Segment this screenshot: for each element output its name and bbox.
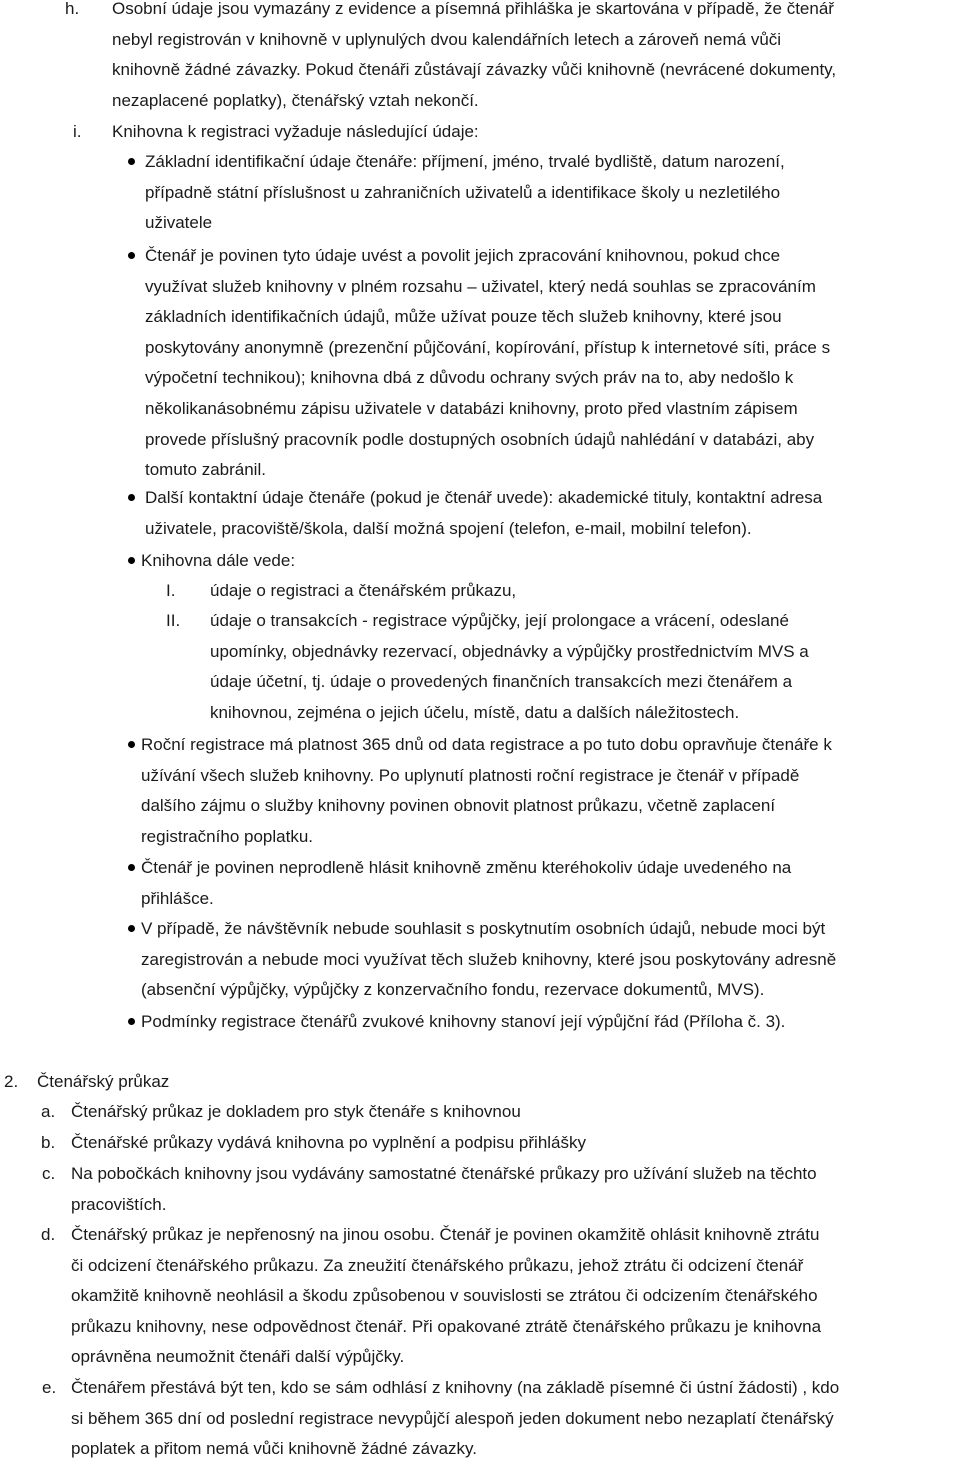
text-line: poskytovány anonymně (prezenční půjčování, kopírování, přístup k internetové síti, práce s xyxy=(145,337,831,357)
text-line: nezaplacené poplatky), čtenářský vztah nekončí. xyxy=(112,90,479,110)
text-line: průkazu knihovny, nese odpovědnost čtenář. Při opakované ztrátě čtenářského průkazu je knihovna xyxy=(71,1316,822,1336)
bullet-item-contact xyxy=(145,483,822,544)
bullet-icon xyxy=(128,494,135,501)
roman-marker-2: II. xyxy=(166,611,181,630)
bullet-item-audio-library: Podmínky registrace čtenářů zvukové knihovny stanoví její výpůjční řád (Příloha č. 3). xyxy=(141,1012,786,1031)
text-line: Roční registrace má platnost 365 dnů od data registrace a po tuto dobu opravňuje čtenáře k xyxy=(141,735,832,754)
bullet-icon xyxy=(128,741,135,748)
text-line: případně státní příslušnost u zahraničních uživatelů a identifikace školy u nezletilého xyxy=(145,182,781,202)
text-line: Čtenář je povinen neprodleně hlásit knihovně změnu kteréhokoliv údaje uvedeného na xyxy=(141,858,792,877)
bullet-icon xyxy=(128,158,135,165)
text-line: V případě, že návštěvník nebude souhlasit s poskytnutím osobních údajů, nebude moci být xyxy=(141,919,826,938)
text-line: knihovnou, zejména o jejich účelu, místě, datu a dalších náležitostech. xyxy=(210,702,740,722)
item-marker-d: d. xyxy=(41,1225,56,1244)
text-line: přihlášce. xyxy=(141,888,214,908)
bullet-item-library-records: Knihovna dále vede: xyxy=(141,551,296,570)
bullet-item-no-consent xyxy=(141,914,836,1006)
text-line: Čtenář je povinen tyto údaje uvést a povolit jejich zpracování knihovnou, pokud chce xyxy=(145,246,781,265)
text-line: poplatek a přitom nemá vůči knihovně žádné závazky. xyxy=(71,1439,478,1459)
text-line: údaje účetní, tj. údaje o provedených finančních transakcích mezi čtenářem a xyxy=(210,672,793,692)
card-item-d xyxy=(71,1220,821,1373)
text-line: nebyl registrován v knihovně v uplynulých dvou kalendářních letech a zároveň nemá vůči xyxy=(112,29,782,49)
card-item-e xyxy=(71,1373,839,1465)
text-line: knihovně žádné závazky. Pokud čtenáři zůstávají závazky vůči knihovně (nevrácené dokumenty, xyxy=(112,60,837,80)
bullet-item-annual-registration xyxy=(141,730,832,852)
text-line: provede příslušný pracovník podle dostupných osobních údajů nahlédání v databázi, aby xyxy=(145,429,815,449)
text-line: Osobní údaje jsou vymazány z evidence a písemná přihláška je skartována v případě, že čtenář xyxy=(112,0,834,18)
text-line: základních identifikačních údajů, může užívat pouze těch služeb knihovny, které jsou xyxy=(145,307,782,327)
paragraph-h xyxy=(112,0,836,116)
text-line: několikanásobnému zápisu uživatele v databázi knihovny, proto před vlastním zápisem xyxy=(145,398,798,418)
text-line: údaje o transakcích - registrace výpůjčky, její prolongace a vrácení, odeslané xyxy=(210,611,789,630)
card-item-c xyxy=(71,1159,817,1220)
card-item-b: Čtenářské průkazy vydává knihovna po vyplnění a podpisu přihlášky xyxy=(71,1133,587,1152)
roman-item-registration: údaje o registraci a čtenářském průkazu, xyxy=(210,581,517,600)
text-line: výpočetní technikou); knihovna dbá z důvodu ochrany svých práv na to, aby nedošlo k xyxy=(145,368,794,388)
section-title: Čtenářský průkaz xyxy=(37,1072,170,1091)
item-marker-h: h. xyxy=(65,0,80,18)
text-line: dalšího zájmu o služby knihovny povinen obnovit platnost průkazu, včetně zaplacení xyxy=(141,796,776,816)
text-line: Další kontaktní údaje čtenáře (pokud je čtenář uvede): akademické tituly, kontaktní adresa xyxy=(145,488,823,507)
text-line: (absenční výpůjčky, výpůjčky z konzervačního fondu, rezervace dokumentů, MVS). xyxy=(141,980,765,1000)
text-line: oprávněna neumožnit čtenáři další výpůjčky. xyxy=(71,1347,405,1367)
bullet-icon xyxy=(128,864,135,871)
text-line: uživatele xyxy=(145,213,213,233)
section-number: 2. xyxy=(4,1072,19,1091)
text-line: Čtenářem přestává být ten, kdo se sám odhlásí z knihovny (na základě písemné či ústní žádosti) , kdo xyxy=(71,1378,840,1397)
text-line: okamžitě knihovně neohlásil a škodu způsobenou v souvislosti se ztrátou či odcizením čtenářského xyxy=(71,1286,818,1306)
item-marker-c: c. xyxy=(42,1164,56,1183)
paragraph-i-intro: Knihovna k registraci vyžaduje následující údaje: xyxy=(112,122,479,141)
bullet-icon xyxy=(128,557,135,564)
text-line: registračního poplatku. xyxy=(141,826,313,846)
text-line: si během 365 dní od poslední registrace nevypůjčí alespoň jeden dokument nebo nezaplatí čtenářský xyxy=(71,1408,834,1428)
bullet-icon xyxy=(128,925,135,932)
roman-marker-1: I. xyxy=(166,581,176,600)
text-line: využívat služeb knihovny v plném rozsahu – uživatel, který nedá souhlas se zpracováním xyxy=(145,276,816,296)
text-line: uživatele, pracoviště/škola, další možná spojení (telefon, e-mail, mobilní telefon). xyxy=(145,518,752,538)
text-line: či odcizení čtenářského průkazu. Za zneužití čtenářského průkazu, jehož ztrátu či odcizení čtenář xyxy=(71,1255,804,1275)
text-line: užívání všech služeb knihovny. Po uplynutí platnosti roční registrace je čtenář v případě xyxy=(141,765,800,785)
text-line: zaregistrován a nebude moci využívat těch služeb knihovny, které jsou poskytovány adresně xyxy=(141,949,837,969)
roman-item-transactions xyxy=(210,606,809,728)
text-line: tomuto zabránil. xyxy=(145,460,266,480)
item-marker-b: b. xyxy=(41,1133,56,1152)
bullet-item-obligation xyxy=(145,241,830,486)
card-item-a: Čtenářský průkaz je dokladem pro styk čtenáře s knihovnou xyxy=(71,1102,521,1121)
text-line: Na pobočkách knihovny jsou vydávány samostatné čtenářské průkazy pro užívání služeb na těchto xyxy=(71,1164,817,1183)
text-line: Čtenářský průkaz je nepřenosný na jinou osobu. Čtenář je povinen okamžitě ohlásit knihovně ztrátu xyxy=(71,1225,820,1244)
bullet-item-report-changes xyxy=(141,853,791,914)
text-line: upomínky, objednávky rezervací, objednávky a výpůjčky prostřednictvím MVS a xyxy=(210,641,809,661)
item-marker-e: e. xyxy=(42,1378,57,1397)
item-marker-a: a. xyxy=(41,1102,56,1121)
bullet-icon xyxy=(128,1018,135,1025)
bullet-item-identification xyxy=(145,147,785,239)
text-line: Základní identifikační údaje čtenáře: příjmení, jméno, trvalé bydliště, datum narození, xyxy=(145,152,785,171)
bullet-icon xyxy=(128,252,135,259)
item-marker-i: i. xyxy=(73,122,82,141)
text-line: pracovištích. xyxy=(71,1194,167,1214)
